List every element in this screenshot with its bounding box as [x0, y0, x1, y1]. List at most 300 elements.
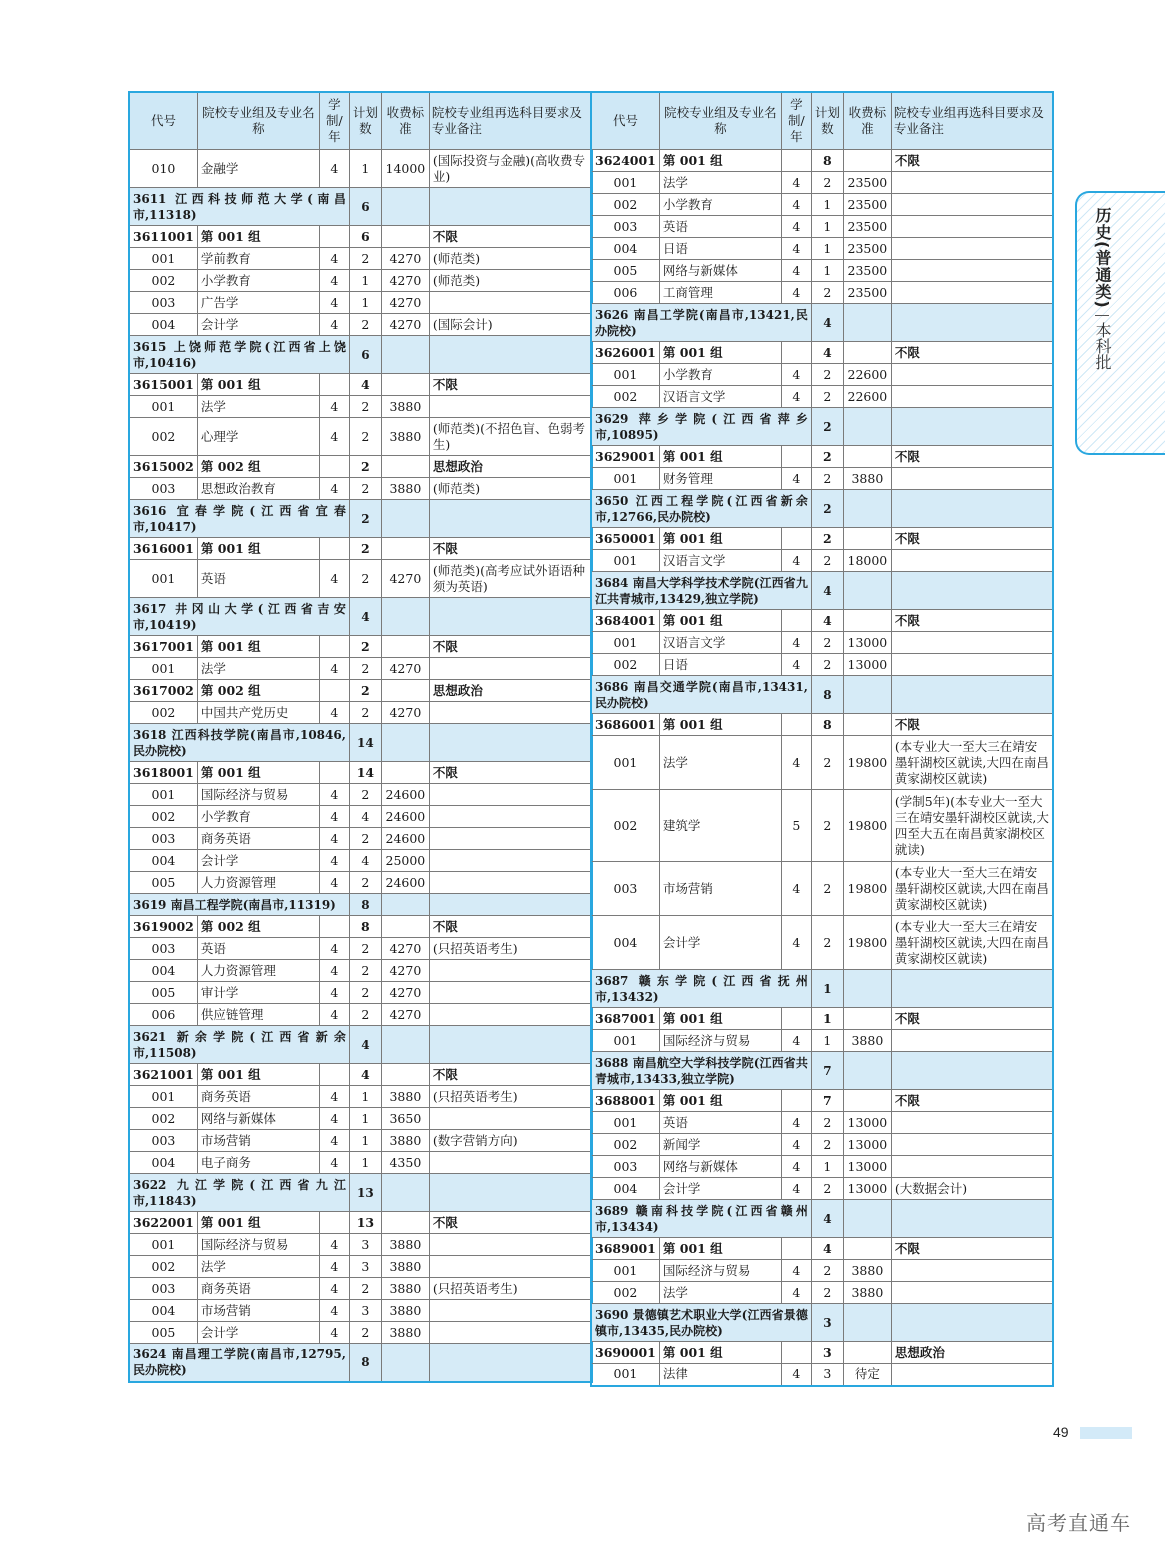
major-years: 4: [781, 364, 811, 386]
major-years: 4: [319, 1234, 349, 1256]
school-remark: [891, 490, 1053, 528]
header-fee: 收费标准: [843, 92, 891, 150]
school-fee: [843, 304, 891, 342]
major-remark: (只招英语考生): [429, 938, 592, 960]
group-requirement: 不限: [429, 916, 592, 938]
group-row: [129, 1064, 592, 1086]
group-row: [129, 636, 592, 658]
major-fee: 14000: [381, 150, 429, 188]
school-fee: [381, 598, 429, 636]
school-name: 3621 新余学院(江西省新余市,11508): [129, 1026, 349, 1064]
school-plan: 8: [349, 1344, 381, 1382]
major-years: 4: [781, 654, 811, 676]
group-row: [129, 680, 592, 702]
major-remark: [429, 702, 592, 724]
major-remark: [429, 1004, 592, 1026]
major-plan: 2: [811, 1134, 843, 1156]
major-years: 4: [319, 1152, 349, 1174]
group-row: [129, 374, 592, 396]
major-row: [129, 1278, 592, 1300]
major-remark: [891, 1156, 1053, 1178]
major-plan: 2: [811, 790, 843, 862]
major-code: 001: [129, 1234, 197, 1256]
side-tab-divider: [1095, 315, 1109, 316]
group-years: [781, 342, 811, 364]
group-plan: 2: [811, 528, 843, 550]
major-row: [129, 828, 592, 850]
table-header-row: [129, 92, 592, 150]
group-name: 第 001 组: [659, 1090, 781, 1112]
major-fee: 23500: [843, 194, 891, 216]
major-row: [129, 1322, 592, 1344]
major-name: 商务英语: [197, 828, 319, 850]
major-years: 4: [319, 1322, 349, 1344]
major-plan: 1: [811, 238, 843, 260]
group-row: [129, 762, 592, 784]
major-name: 汉语言文学: [659, 550, 781, 572]
major-years: 4: [781, 1364, 811, 1386]
major-plan: 2: [349, 418, 381, 456]
school-plan: 8: [811, 676, 843, 714]
major-fee: 3650: [381, 1108, 429, 1130]
major-years: 4: [781, 172, 811, 194]
group-row: [129, 916, 592, 938]
major-plan: 1: [811, 1156, 843, 1178]
major-fee: 3880: [381, 478, 429, 500]
major-code: 004: [129, 1300, 197, 1322]
major-fee: 4350: [381, 1152, 429, 1174]
major-years: 4: [319, 150, 349, 188]
left-enrollment-table: [128, 91, 593, 1383]
header-years: 学制/年: [781, 92, 811, 150]
major-years: 4: [319, 1256, 349, 1278]
major-fee: 4270: [381, 270, 429, 292]
major-code: 005: [591, 260, 659, 282]
group-name: 第 001 组: [659, 446, 781, 468]
major-years: 4: [319, 806, 349, 828]
major-name: 会计学: [197, 850, 319, 872]
major-row: [591, 194, 1053, 216]
major-fee: 13000: [843, 632, 891, 654]
group-name: 第 001 组: [197, 762, 319, 784]
major-name: 新闻学: [659, 1134, 781, 1156]
major-plan: 1: [349, 270, 381, 292]
major-plan: 3: [811, 1364, 843, 1386]
group-requirement: 不限: [891, 1008, 1053, 1030]
major-code: 002: [591, 654, 659, 676]
group-plan: 4: [349, 1064, 381, 1086]
group-requirement: 思想政治: [891, 1342, 1053, 1364]
major-name: 小学教育: [659, 194, 781, 216]
major-code: 001: [129, 1086, 197, 1108]
group-code: 3618001: [129, 762, 197, 784]
school-row: [129, 894, 592, 916]
major-code: 003: [129, 1278, 197, 1300]
group-fee: [843, 342, 891, 364]
major-name: 英语: [659, 216, 781, 238]
major-code: 001: [591, 1260, 659, 1282]
school-remark: [429, 724, 592, 762]
major-row: [129, 1234, 592, 1256]
school-fee: [381, 188, 429, 226]
major-plan: 2: [811, 916, 843, 970]
major-years: 4: [781, 1178, 811, 1200]
major-code: 001: [591, 468, 659, 490]
major-row: [129, 1256, 592, 1278]
major-plan: 2: [811, 468, 843, 490]
school-plan: 4: [811, 1200, 843, 1238]
major-name: 思想政治教育: [197, 478, 319, 500]
side-tab-batch: 本科批: [1093, 321, 1112, 370]
major-years: 4: [319, 702, 349, 724]
major-fee: 13000: [843, 1112, 891, 1134]
major-years: 4: [319, 292, 349, 314]
major-fee: 23500: [843, 172, 891, 194]
major-name: 市场营销: [659, 862, 781, 916]
major-name: 英语: [197, 938, 319, 960]
group-plan: 1: [811, 1008, 843, 1030]
group-requirement: 思想政治: [429, 680, 592, 702]
group-name: 第 001 组: [659, 1008, 781, 1030]
group-years: [781, 1090, 811, 1112]
major-plan: 2: [349, 248, 381, 270]
group-name: 第 001 组: [659, 610, 781, 632]
major-remark: [429, 396, 592, 418]
school-fee: [381, 1026, 429, 1064]
group-years: [781, 446, 811, 468]
school-plan: 14: [349, 724, 381, 762]
group-row: [129, 1212, 592, 1234]
group-fee: [381, 916, 429, 938]
school-name: 3690 景德镇艺术职业大学(江西省景德镇市,13435,民办院校): [591, 1304, 811, 1342]
group-name: 第 002 组: [197, 680, 319, 702]
major-remark: [891, 1282, 1053, 1304]
major-remark: [429, 1234, 592, 1256]
major-plan: 2: [349, 872, 381, 894]
major-years: 4: [319, 1300, 349, 1322]
major-years: 4: [319, 784, 349, 806]
major-fee: 3880: [843, 1030, 891, 1052]
major-fee: 4270: [381, 314, 429, 336]
major-remark: (师范类)(不招色盲、色弱考生): [429, 418, 592, 456]
major-years: 4: [319, 1130, 349, 1152]
group-row: [591, 1008, 1053, 1030]
school-row: [591, 676, 1053, 714]
major-name: 法学: [197, 1256, 319, 1278]
major-plan: 2: [811, 1178, 843, 1200]
major-fee: 13000: [843, 1156, 891, 1178]
group-code: 3624001: [591, 150, 659, 172]
major-code: 003: [129, 1130, 197, 1152]
group-code: 3615001: [129, 374, 197, 396]
major-name: 人力资源管理: [197, 872, 319, 894]
group-requirement: 不限: [429, 762, 592, 784]
school-plan: 6: [349, 336, 381, 374]
school-plan: 3: [811, 1304, 843, 1342]
group-fee: [381, 636, 429, 658]
school-name: 3686 南昌交通学院(南昌市,13431,民办院校): [591, 676, 811, 714]
major-code: 004: [129, 314, 197, 336]
group-row: [591, 150, 1053, 172]
major-years: 4: [319, 248, 349, 270]
major-row: [591, 916, 1053, 970]
major-remark: (师范类): [429, 478, 592, 500]
major-fee: 3880: [843, 1260, 891, 1282]
major-years: 4: [781, 194, 811, 216]
school-row: [129, 500, 592, 538]
school-name: 3622 九江学院(江西省九江市,11843): [129, 1174, 349, 1212]
major-name: 小学教育: [197, 270, 319, 292]
major-name: 会计学: [197, 314, 319, 336]
major-name: 市场营销: [197, 1130, 319, 1152]
group-code: 3690001: [591, 1342, 659, 1364]
group-plan: 2: [349, 680, 381, 702]
major-years: 4: [781, 862, 811, 916]
group-row: [591, 446, 1053, 468]
major-years: 4: [319, 960, 349, 982]
group-code: 3611001: [129, 226, 197, 248]
group-years: [781, 1008, 811, 1030]
major-plan: 2: [811, 1260, 843, 1282]
major-plan: 2: [811, 550, 843, 572]
header-code: 代号: [591, 92, 659, 150]
group-plan: 4: [811, 1238, 843, 1260]
group-fee: [843, 714, 891, 736]
group-name: 第 001 组: [659, 342, 781, 364]
group-plan: 4: [811, 342, 843, 364]
major-remark: [429, 982, 592, 1004]
major-remark: (国际会计): [429, 314, 592, 336]
group-years: [319, 762, 349, 784]
major-remark: (只招英语考生): [429, 1278, 592, 1300]
group-years: [319, 374, 349, 396]
major-fee: 3880: [843, 1282, 891, 1304]
major-years: 4: [781, 736, 811, 790]
school-remark: [429, 1026, 592, 1064]
major-plan: 2: [811, 386, 843, 408]
group-years: [781, 1238, 811, 1260]
major-fee: 23500: [843, 282, 891, 304]
major-years: 4: [319, 850, 349, 872]
major-name: 供应链管理: [197, 1004, 319, 1026]
school-plan: 4: [349, 598, 381, 636]
major-fee: 13000: [843, 654, 891, 676]
major-name: 小学教育: [197, 806, 319, 828]
school-fee: [381, 500, 429, 538]
school-name: 3624 南昌理工学院(南昌市,12795,民办院校): [129, 1344, 349, 1382]
school-remark: [429, 1174, 592, 1212]
major-name: 商务英语: [197, 1086, 319, 1108]
group-plan: 3: [811, 1342, 843, 1364]
group-years: [781, 528, 811, 550]
major-years: 4: [781, 468, 811, 490]
major-plan: 2: [349, 396, 381, 418]
major-row: [129, 1152, 592, 1174]
major-fee: 24600: [381, 828, 429, 850]
major-row: [129, 982, 592, 1004]
school-fee: [843, 408, 891, 446]
major-name: 法学: [197, 396, 319, 418]
group-requirement: 不限: [429, 1212, 592, 1234]
major-remark: [429, 1322, 592, 1344]
major-remark: [891, 654, 1053, 676]
major-fee: 3880: [843, 468, 891, 490]
major-name: 法学: [659, 172, 781, 194]
major-years: 4: [781, 216, 811, 238]
major-remark: (国际投资与金融)(高收费专业): [429, 150, 592, 188]
major-remark: [429, 1300, 592, 1322]
major-code: 002: [129, 1108, 197, 1130]
major-years: 4: [781, 1030, 811, 1052]
major-name: 法学: [197, 658, 319, 680]
major-remark: [891, 172, 1053, 194]
major-code: 001: [591, 1030, 659, 1052]
major-plan: 2: [349, 938, 381, 960]
major-row: [129, 560, 592, 598]
group-row: [591, 1238, 1053, 1260]
school-remark: [891, 572, 1053, 610]
major-name: 中国共产党历史: [197, 702, 319, 724]
school-fee: [381, 1174, 429, 1212]
school-remark: [891, 1304, 1053, 1342]
group-requirement: 不限: [429, 636, 592, 658]
right-table-wrapper: [590, 91, 1054, 1387]
major-fee: 19800: [843, 790, 891, 862]
major-remark: (师范类): [429, 248, 592, 270]
group-fee: [843, 610, 891, 632]
school-plan: 2: [811, 490, 843, 528]
major-code: 001: [129, 784, 197, 806]
major-remark: (本专业大一至大三在靖安墨轩湖校区就读,大四在南昌黄家湖校区就读): [891, 916, 1053, 970]
group-code: 3619002: [129, 916, 197, 938]
major-fee: 3880: [381, 1086, 429, 1108]
major-row: [129, 150, 592, 188]
major-fee: 24600: [381, 784, 429, 806]
major-row: [591, 282, 1053, 304]
school-row: [591, 1052, 1053, 1090]
group-plan: 2: [349, 456, 381, 478]
major-years: 4: [319, 982, 349, 1004]
major-fee: 24600: [381, 872, 429, 894]
school-row: [129, 1026, 592, 1064]
major-plan: 2: [811, 1282, 843, 1304]
major-plan: 2: [349, 784, 381, 806]
group-years: [781, 610, 811, 632]
major-plan: 1: [811, 216, 843, 238]
group-fee: [381, 538, 429, 560]
major-name: 法学: [659, 736, 781, 790]
major-name: 会计学: [659, 916, 781, 970]
major-name: 国际经济与贸易: [197, 784, 319, 806]
major-code: 001: [591, 1364, 659, 1386]
major-plan: 3: [349, 1256, 381, 1278]
major-fee: 22600: [843, 386, 891, 408]
school-plan: 1: [811, 970, 843, 1008]
school-row: [129, 724, 592, 762]
major-row: [129, 418, 592, 456]
school-plan: 4: [811, 304, 843, 342]
major-row: [129, 396, 592, 418]
group-row: [591, 1342, 1053, 1364]
major-years: 4: [781, 1112, 811, 1134]
major-remark: [429, 828, 592, 850]
major-code: 003: [129, 938, 197, 960]
major-name: 广告学: [197, 292, 319, 314]
major-plan: 4: [349, 806, 381, 828]
major-code: 002: [591, 1282, 659, 1304]
school-fee: [381, 894, 429, 916]
group-requirement: 不限: [429, 538, 592, 560]
group-requirement: 思想政治: [429, 456, 592, 478]
group-requirement: 不限: [429, 1064, 592, 1086]
major-row: [591, 1030, 1053, 1052]
school-row: [591, 408, 1053, 446]
header-fee: 收费标准: [381, 92, 429, 150]
major-name: 工商管理: [659, 282, 781, 304]
major-code: 002: [129, 418, 197, 456]
group-name: 第 001 组: [197, 538, 319, 560]
school-remark: [891, 1200, 1053, 1238]
school-row: [591, 490, 1053, 528]
school-remark: [891, 1052, 1053, 1090]
group-code: 3622001: [129, 1212, 197, 1234]
school-remark: [429, 500, 592, 538]
group-code: 3629001: [591, 446, 659, 468]
group-requirement: 不限: [891, 150, 1053, 172]
major-code: 001: [129, 658, 197, 680]
header-remark: 院校专业组再选科目要求及专业备注: [891, 92, 1053, 150]
group-name: 第 001 组: [659, 150, 781, 172]
major-years: 4: [319, 1086, 349, 1108]
school-plan: 8: [349, 894, 381, 916]
major-fee: 19800: [843, 736, 891, 790]
school-fee: [381, 724, 429, 762]
group-fee: [381, 374, 429, 396]
group-fee: [381, 456, 429, 478]
major-remark: [429, 1256, 592, 1278]
major-remark: [891, 632, 1053, 654]
group-row: [591, 342, 1053, 364]
major-name: 会计学: [197, 1322, 319, 1344]
major-remark: [891, 1134, 1053, 1156]
group-plan: 8: [811, 150, 843, 172]
major-fee: 3880: [381, 1256, 429, 1278]
major-code: 001: [591, 364, 659, 386]
major-fee: 23500: [843, 216, 891, 238]
school-name: 3629 萍乡学院(江西省萍乡市,10895): [591, 408, 811, 446]
group-years: [781, 1342, 811, 1364]
major-row: [129, 1086, 592, 1108]
major-plan: 1: [811, 1030, 843, 1052]
major-name: 市场营销: [197, 1300, 319, 1322]
major-code: 001: [129, 560, 197, 598]
major-fee: 4270: [381, 248, 429, 270]
major-row: [591, 260, 1053, 282]
major-years: 4: [781, 386, 811, 408]
major-row: [591, 1112, 1053, 1134]
group-code: 3686001: [591, 714, 659, 736]
major-row: [591, 468, 1053, 490]
group-years: [781, 150, 811, 172]
major-row: [591, 736, 1053, 790]
major-code: 001: [129, 396, 197, 418]
school-fee: [843, 490, 891, 528]
major-code: 001: [591, 1112, 659, 1134]
school-row: [591, 970, 1053, 1008]
major-name: 英语: [197, 560, 319, 598]
major-code: 006: [591, 282, 659, 304]
school-remark: [891, 304, 1053, 342]
